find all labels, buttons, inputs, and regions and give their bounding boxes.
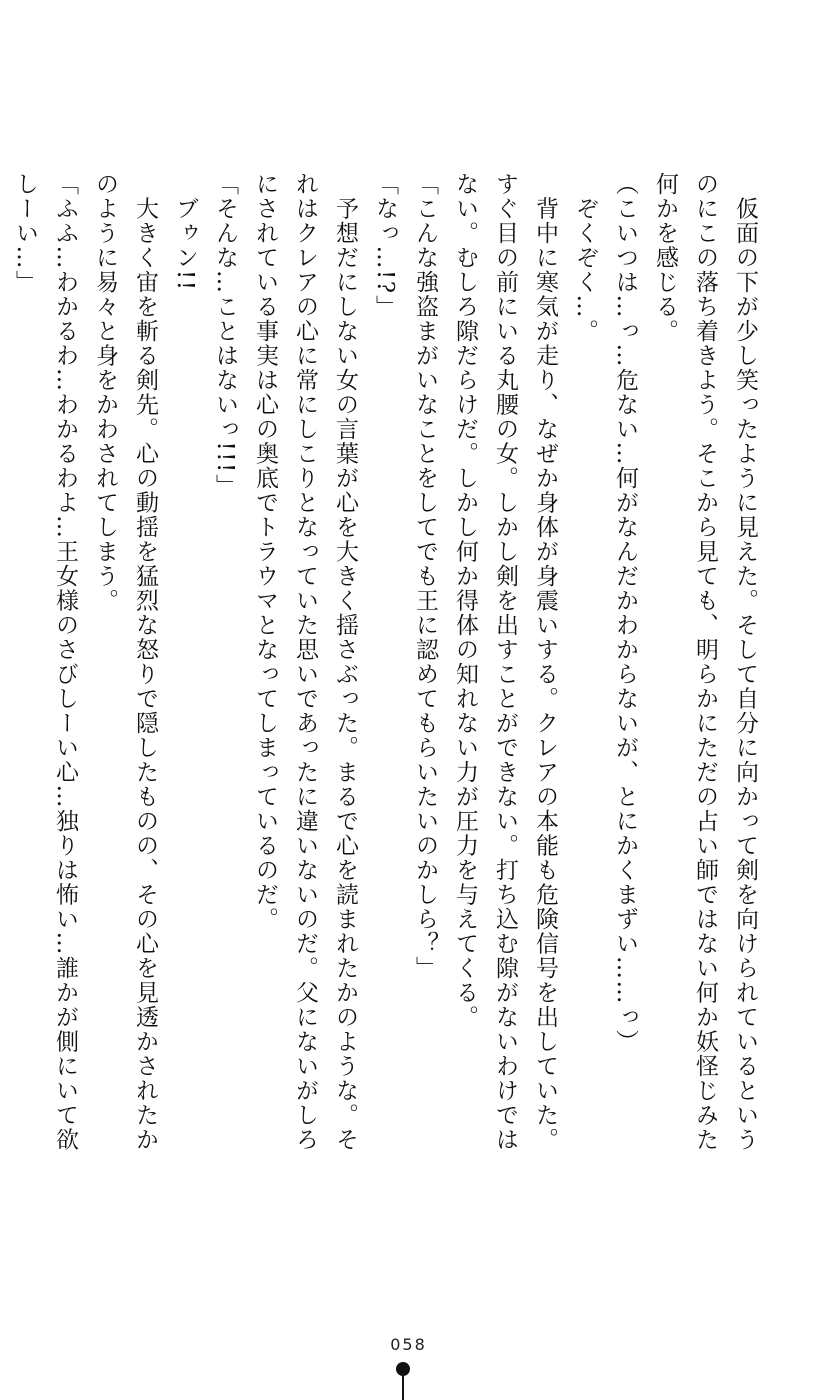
- text-line: のように易々と身をかわされてしまう。: [92, 172, 118, 613]
- text-line: 大きく宙を斬る剣先。心の動揺を猛烈な怒りで隠したものの、その心を見透かされたか: [132, 172, 158, 1152]
- text-line: 「そんな…ことはないっ!!!」: [212, 172, 238, 499]
- text-line: ブゥン!!: [172, 172, 198, 292]
- text-line: しーい…」: [12, 172, 38, 295]
- text-line: 「なっ…!?」: [372, 172, 398, 320]
- text-line: 予想だにしない女の言葉が心を大きく揺さぶった。まるで心を読まれたかのような。そ: [332, 172, 358, 1152]
- text-line: 仮面の下が少し笑ったように見えた。そして自分に向かって剣を向けられているという: [732, 172, 758, 1152]
- text-line: にされている事実は心の奥底でトラウマとなってしまっているのだ。: [252, 172, 278, 932]
- text-line: （こいつは…っ…危ない…何がなんだかわからないが、とにかくまずい……っ）: [612, 172, 638, 1054]
- text-line: 何かを感じる。: [652, 172, 678, 344]
- text-line: 背中に寒気が走り、なぜか身体が身震いする。クレアの本能も危険信号を出していた。: [532, 172, 558, 1152]
- text-line: ぞくぞく…。: [572, 172, 598, 344]
- text-line: れはクレアの心に常にしこりとなっていた思いであったに違いないのだ。父にないがしろ: [292, 172, 318, 1152]
- text-line: 「ふふ…わかるわ…わかるわよ…王女様のさびしーい心…独りは怖い…誰かが側にいて欲: [52, 172, 78, 1152]
- text-line: 「こんな強盗まがいなことをしてでも王に認めてもらいたいのかしら？」: [412, 172, 438, 981]
- text-line: ない。むしろ隙だらけだ。しかし何か得体の知れない力が圧力を与えてくる。: [452, 172, 478, 1030]
- folio-line-divider: [402, 1376, 404, 1400]
- text-line: のにこの落ち着きよう。そこから見ても、明らかにただの占い師ではない何か妖怪じみた: [692, 172, 718, 1152]
- page-number: 058: [390, 1335, 427, 1354]
- folio-bullet-icon: [396, 1362, 410, 1376]
- body-text: [5, 172, 765, 1312]
- text-line: すぐ目の前にいる丸腰の女。しかし剣を出すことができない。打ち込む隙がないわけでは: [492, 172, 518, 1152]
